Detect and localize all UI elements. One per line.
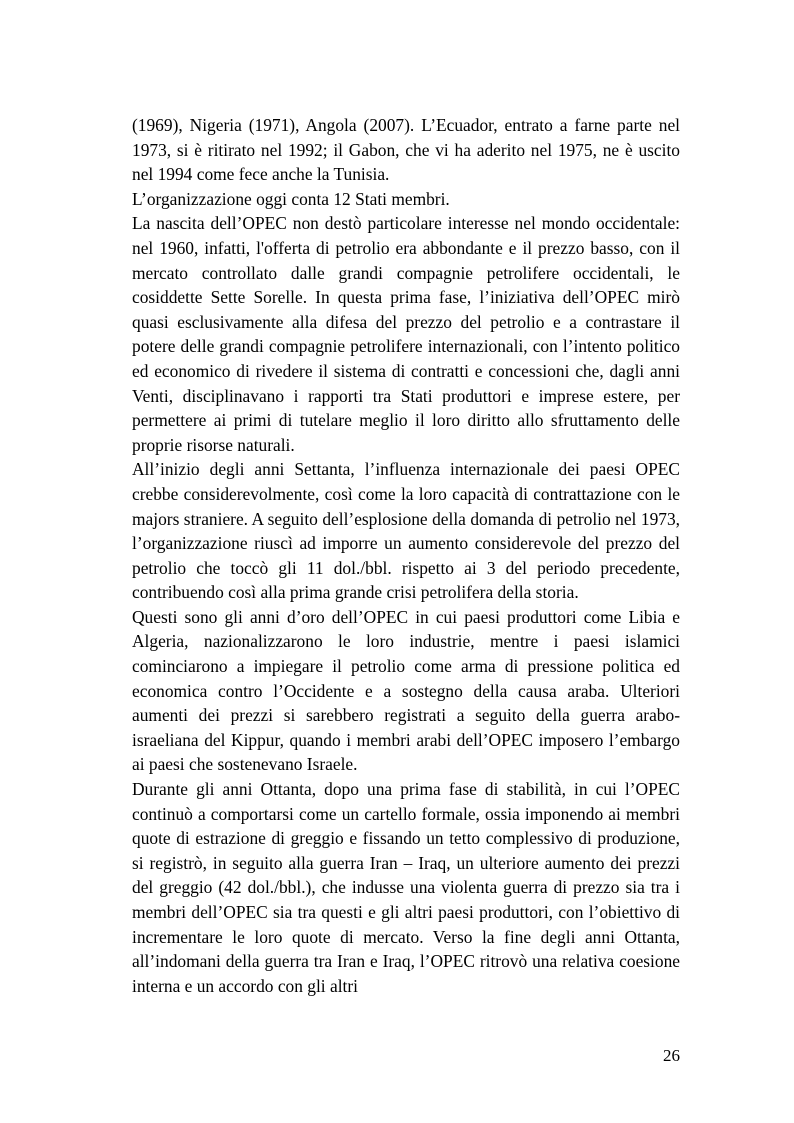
paragraph-seventies: All’inizio degli anni Settanta, l’influenza internazionale dei paesi OPEC crebbe considerevolmente, così come la loro capacità di contrattazione con le majors straniere. A seguito dell’esplosione della domanda di petrolio nel 1973, l’organizzazione riuscì ad imporre un aumento considerevole del prezzo del petrolio che toccò gli 11 dol./bbl. rispetto ai 3 del periodo precedente, contribuendo così alla prima grande crisi petrolifera della storia.	[132, 459, 680, 603]
page-number: 26	[663, 1046, 680, 1065]
paragraph-eighties: Durante gli anni Ottanta, dopo una prima fase di stabilità, in cui l’OPEC continuò a comportarsi come un cartello formale, ossia imponendo ai membri quote di estrazione di greggio e fissando un tetto complessivo di produzione, si registrò, in seguito alla guerra Iran – Iraq, un ulteriore aumento dei prezzi del greggio (42 dol./bbl.), che indusse una violenta guerra di prezzo sia tra i membri dell’OPEC sia tra questi e gli altri paesi produttori, con l’obiettivo di incrementare le loro quote di mercato. Verso la fine degli anni Ottanta, all’indomani della guerra tra Iran e Iraq, l’OPEC ritrovò una relativa coesione interna e un accordo con gli altri	[132, 779, 680, 996]
paragraph-members-history: (1969), Nigeria (1971), Angola (2007). L’Ecuador, entrato a farne parte nel 1973, si è ritirato nel 1992; il Gabon, che vi ha aderito nel 1975, ne è uscito nel 1994 come fece anche la Tunisia.	[132, 115, 680, 185]
body-text	[132, 113, 680, 998]
paragraph-member-count: L’organizzazione oggi conta 12 Stati membri.	[132, 188, 450, 209]
paragraph-opec-birth: La nascita dell’OPEC non destò particolare interesse nel mondo occidentale: nel 1960, infatti, l'offerta di petrolio era abbondante e il prezzo basso, con il mercato controllato dalle grandi compagnie petrolifere occidentali, le cosiddette Sette Sorelle. In questa prima fase, l’iniziativa dell’OPEC mirò quasi esclusivamente alla difesa del prezzo del petrolio e a contrastare il potere delle grandi compagnie petrolifere internazionali, con l’intento politico ed economico di rivedere il sistema di contratti e concessioni che, dagli anni Venti, disciplinavano i rapporti tra Stati produttori e imprese estere, per permettere ai primi di tutelare meglio il loro diritto allo sfruttamento delle proprie risorse naturali.	[132, 213, 680, 455]
paragraph-golden-years: Questi sono gli anni d’oro dell’OPEC in cui paesi produttori come Libia e Algeria, nazionalizzarono le loro industrie, mentre i paesi islamici cominciarono a impiegare il petrolio come arma di pressione politica ed economica contro l’Occidente e a sostegno della causa araba. Ulteriori aumenti dei prezzi si sarebbero registrati a seguito della guerra arabo-israeliana del Kippur, quando i membri arabi dell’OPEC imposero l’embargo ai paesi che sostenevano Israele.	[132, 606, 680, 775]
